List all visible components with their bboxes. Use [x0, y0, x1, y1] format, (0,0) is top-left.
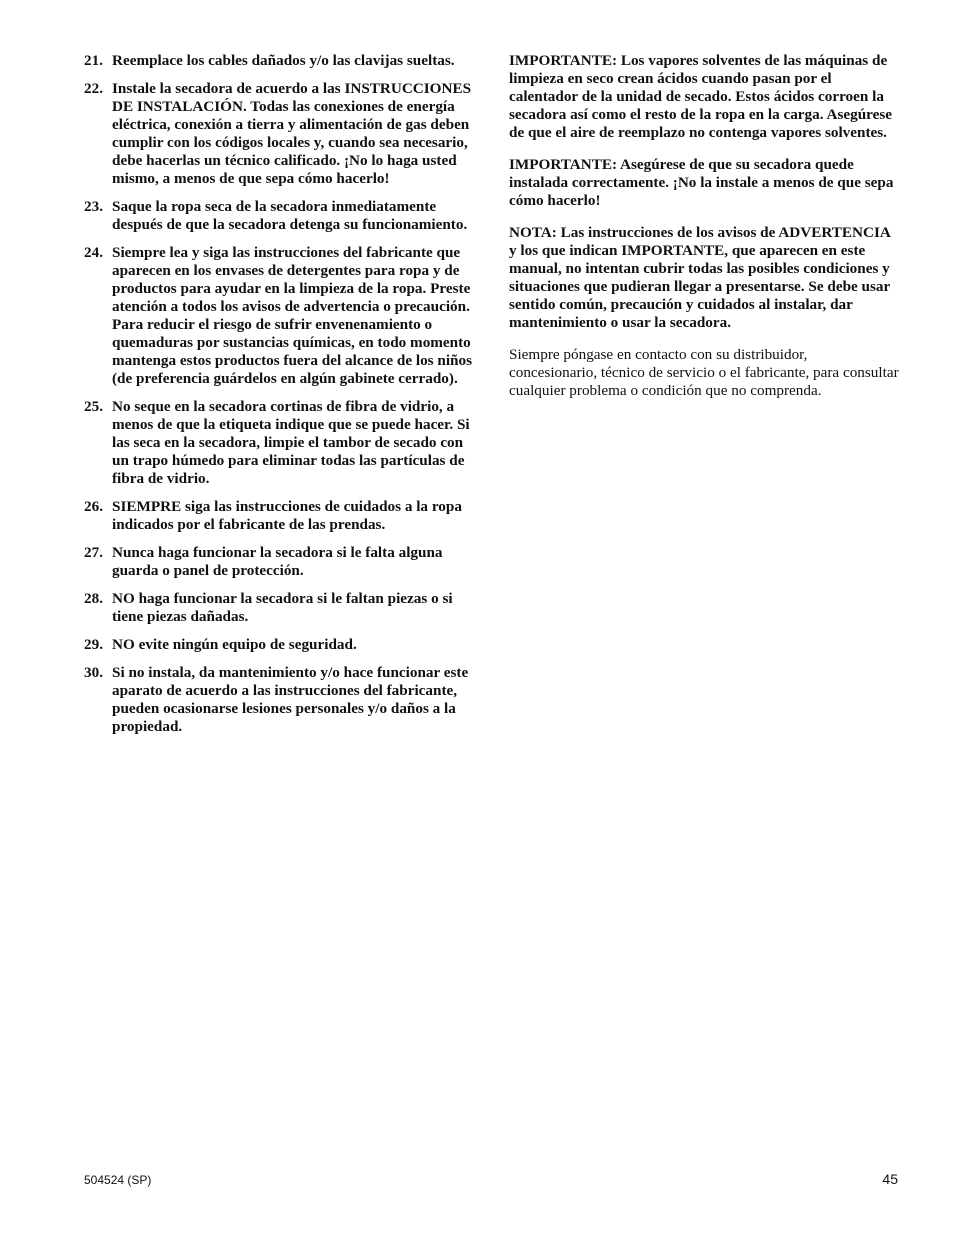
important-solvent-paragraph: IMPORTANTE: Los vapores solventes de las máquinas de limpieza en seco crean ácidos cuando pasan por el calentador de la unidad de secado. Estos ácidos corroen la secadora así como el resto de la ropa en la carga. Asegúrese de que el aire de reemplazo no contenga vapores solventes.: [509, 52, 893, 141]
item-number: 27.: [84, 544, 103, 561]
page-number: 45: [882, 1171, 898, 1187]
item-text: No seque en la secadora cortinas de fibra de vidrio, a menos de que la etiqueta indique que se puede hacer. Si las seca en la secadora, limpie el tambor de secado con un trapo húmedo para eliminar todas las partículas de fibra de vidrio.: [112, 398, 470, 487]
item-number: 29.: [84, 636, 103, 653]
note-paragraph: NOTA: Las instrucciones de los avisos de ADVERTENCIA y los que indican IMPORTANTE, que aparecen en este manual, no intentan cubrir todas las posibles condiciones y situaciones que pudieran llegar a presentarse. Se debe usar sentido común, precaución y cuidados al instalar, dar mantenimiento o usar la secadora.: [509, 224, 891, 331]
item-number: 23.: [84, 198, 103, 215]
list-item: [84, 80, 474, 188]
item-text: Instale la secadora de acuerdo a las INSTRUCCIONES DE INSTALACIÓN. Todas las conexiones de energía eléctrica, conexión a tierra y alimentación de gas deben cumplir con los códigos locales y, cuando sea necesario, debe hacerlas un técnico calificado. ¡No lo haga usted mismo, a menos de que sepa cómo hacerlo!: [112, 80, 472, 187]
list-item: [84, 198, 474, 234]
list-item: [84, 590, 474, 626]
item-number: 30.: [84, 664, 103, 681]
right-column: [509, 52, 899, 414]
item-number: 25.: [84, 398, 103, 415]
list-item: [84, 244, 474, 388]
item-text: NO evite ningún equipo de seguridad.: [112, 636, 357, 653]
list-item: [84, 664, 474, 736]
list-item: [84, 544, 474, 580]
item-number: 22.: [84, 80, 103, 97]
contact-paragraph: Siempre póngase en contacto con su distribuidor, concesionario, técnico de servicio o el fabricante, para consultar cualquier problema o condición que no comprenda.: [509, 346, 899, 399]
list-item: [84, 52, 474, 70]
list-item: [84, 636, 474, 654]
item-number: 28.: [84, 590, 103, 607]
item-text: NO haga funcionar la secadora si le faltan piezas o si tiene piezas dañadas.: [112, 590, 453, 625]
list-item: [84, 498, 474, 534]
item-text: Saque la ropa seca de la secadora inmediatamente después de que la secadora detenga su funcionamiento.: [112, 198, 468, 233]
item-number: 26.: [84, 498, 103, 515]
item-text: SIEMPRE siga las instrucciones de cuidados a la ropa indicados por el fabricante de las prendas.: [112, 498, 462, 533]
item-text: Si no instala, da mantenimiento y/o hace funcionar este aparato de acuerdo a las instrucciones del fabricante, pueden ocasionarse lesiones personales y/o daños a la propiedad.: [112, 664, 469, 735]
document-code: 504524 (SP): [84, 1173, 152, 1187]
left-column: [84, 52, 474, 746]
list-item: [84, 398, 474, 488]
important-install-paragraph: IMPORTANTE: Asegúrese de que su secadora quede instalada correctamente. ¡No la instale a menos de que sepa cómo hacerlo!: [509, 156, 894, 209]
item-text: Reemplace los cables dañados y/o las clavijas sueltas.: [112, 52, 455, 69]
item-number: 24.: [84, 244, 103, 261]
item-text: Siempre lea y siga las instrucciones del fabricante que aparecen en los envases de detergentes para ropa y de productos para ayudar en la limpieza de la ropa. Preste atención a todos los avisos de advertencia o precaución. Para reducir el riesgo de sufrir envenenamiento o quemaduras por sustancias químicas, en todo momento mantenga estos productos fuera del alcance de los niños (de preferencia guárdelos en algún gabinete cerrado).: [112, 244, 473, 387]
item-number: 21.: [84, 52, 103, 69]
item-text: Nunca haga funcionar la secadora si le falta alguna guarda o panel de protección.: [112, 544, 443, 579]
